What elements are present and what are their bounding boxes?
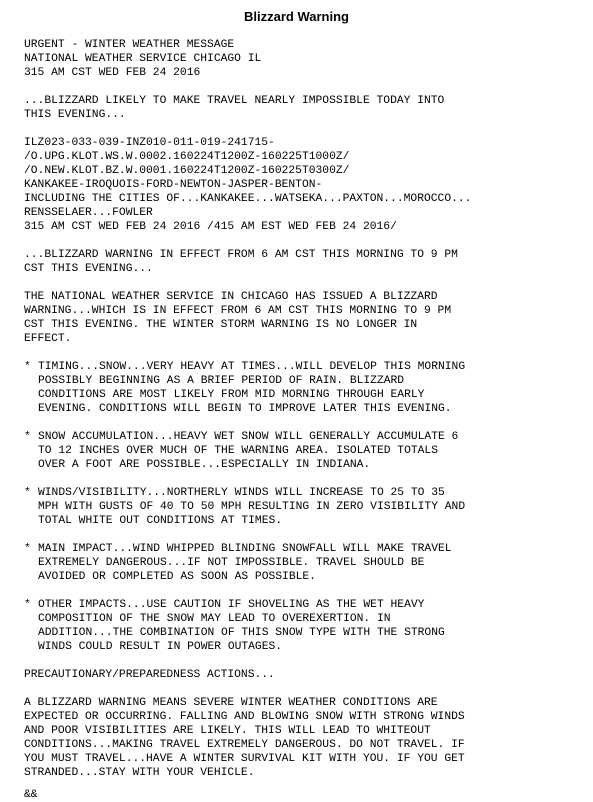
code-line: /O.UPG.KLOT.WS.W.0002.160224T1200Z-160225T1000Z/ [24,151,350,163]
issued-line: EFFECT. [24,333,72,345]
bullet-snow-accumulation [24,430,584,472]
code-line: ILZ023-033-039-INZ010-011-019-241715- [24,137,275,149]
bullet-marker: * [24,599,31,611]
warning-effect-line: CST THIS EVENING... [24,263,153,275]
bullet-line: WINDS COULD RESULT IN POWER OUTAGES. [38,641,283,653]
precautionary-line: A BLIZZARD WARNING MEANS SEVERE WINTER WEATHER CONDITIONS ARE [24,697,438,709]
bullet-line: MPH WITH GUSTS OF 40 TO 50 MPH RESULTING IN ZERO VISIBILITY AND [38,501,466,513]
bullet-marker: * [24,487,31,499]
code-line: INCLUDING THE CITIES OF...KANKAKEE...WATSEKA...PAXTON...MOROCCO... [24,193,472,205]
document-title: Blizzard Warning [244,9,349,24]
issued-line: WARNING...WHICH IS IN EFFECT FROM 6 AM CST THIS MORNING TO 9 PM [24,305,452,317]
code-line: /O.NEW.KLOT.BZ.W.0001.160224T1200Z-160225T0300Z/ [24,165,350,177]
precautionary-line: YOU MUST TRAVEL...HAVE A WINTER SURVIVAL KIT WITH YOU. IF YOU GET [24,753,465,765]
bullet-line: ADDITION...THE COMBINATION OF THIS SNOW TYPE WITH THE STRONG [38,627,445,639]
bullet-line: COMPOSITION OF THE SNOW MAY LEAD TO OVEREXERTION. IN [38,613,391,625]
bullet-line: SNOW ACCUMULATION...HEAVY WET SNOW WILL GENERALLY ACCUMULATE 6 [38,431,459,443]
bullet-line: TIMING...SNOW...VERY HEAVY AT TIMES...WILL DEVELOP THIS MORNING [38,361,466,373]
bullet-other-impacts [24,598,584,654]
precautionary-line: EXPECTED OR OCCURRING. FALLING AND BLOWING SNOW WITH STRONG WINDS [24,711,465,723]
issued-paragraph [24,290,584,346]
bullet-line: EVENING. CONDITIONS WILL BEGIN TO IMPROVE LATER THIS EVENING. [38,403,452,415]
header-line: NATIONAL WEATHER SERVICE CHICAGO IL [24,53,262,65]
bullet-line: CONDITIONS ARE MOST LIKELY FROM MID MORNING THROUGH EARLY [38,389,425,401]
bullet-timing [24,360,584,416]
header-line: URGENT - WINTER WEATHER MESSAGE [24,39,235,51]
issued-line: THE NATIONAL WEATHER SERVICE IN CHICAGO HAS ISSUED A BLIZZARD [24,291,438,303]
precautionary-line: STRANDED...STAY WITH YOUR VEHICLE. [24,767,255,779]
bullet-line: POSSIBLY BEGINNING AS A BRIEF PERIOD OF RAIN. BLIZZARD [38,375,405,387]
message-header [24,38,584,80]
bullet-line: WINDS/VISIBILITY...NORTHERLY WINDS WILL INCREASE TO 25 TO 35 [38,487,445,499]
precautionary-line: CONDITIONS...MAKING TRAVEL EXTREMELY DANGEROUS. DO NOT TRAVEL. IF [24,739,465,751]
precautionary-heading-line: PRECAUTIONARY/PREPAREDNESS ACTIONS... [24,669,275,681]
precautionary-line: AND POOR VISIBILITIES ARE LIKELY. THIS WILL LEAD TO WHITEOUT [24,725,431,737]
end-of-section-mark: && [24,789,38,801]
precautionary-paragraph [24,696,584,780]
header-line: 315 AM CST WED FEB 24 2016 [24,67,201,79]
bullet-marker: * [24,543,31,555]
precautionary-heading [24,668,584,682]
bullet-winds-visibility [24,486,584,528]
bullet-line: AVOIDED OR COMPLETED AS SOON AS POSSIBLE. [38,571,316,583]
bullet-marker: * [24,361,31,373]
bullet-line: TOTAL WHITE OUT CONDITIONS AT TIMES. [38,515,283,527]
zone-codes [24,136,584,234]
code-line: KANKAKEE-IROQUOIS-FORD-NEWTON-JASPER-BENTON- [24,179,323,191]
bullet-line: EXTREMELY DANGEROUS...IF NOT IMPOSSIBLE. TRAVEL SHOULD BE [38,557,425,569]
bullet-line: MAIN IMPACT...WIND WHIPPED BLINDING SNOWFALL WILL MAKE TRAVEL [38,543,452,555]
headline-line: ...BLIZZARD LIKELY TO MAKE TRAVEL NEARLY IMPOSSIBLE TODAY INTO [24,95,445,107]
bullet-main-impact [24,542,584,584]
code-line: RENSSELAER...FOWLER [24,207,153,219]
code-line: 315 AM CST WED FEB 24 2016 /415 AM EST WED FEB 24 2016/ [24,221,397,233]
issued-line: CST THIS EVENING. THE WINTER STORM WARNING IS NO LONGER IN [24,319,418,331]
warning-effect [24,248,584,276]
warning-effect-line: ...BLIZZARD WARNING IN EFFECT FROM 6 AM CST THIS MORNING TO 9 PM [24,249,458,261]
bullet-line: OVER A FOOT ARE POSSIBLE...ESPECIALLY IN INDIANA. [38,459,371,471]
bullet-line: OTHER IMPACTS...USE CAUTION IF SHOVELING AS THE WET HEAVY [38,599,425,611]
headline-line: THIS EVENING... [24,109,126,121]
bulletin-text [24,38,584,794]
bullet-marker: * [24,431,31,443]
bullet-line: TO 12 INCHES OVER MUCH OF THE WARNING AREA. ISOLATED TOTALS [38,445,438,457]
headline [24,94,584,122]
